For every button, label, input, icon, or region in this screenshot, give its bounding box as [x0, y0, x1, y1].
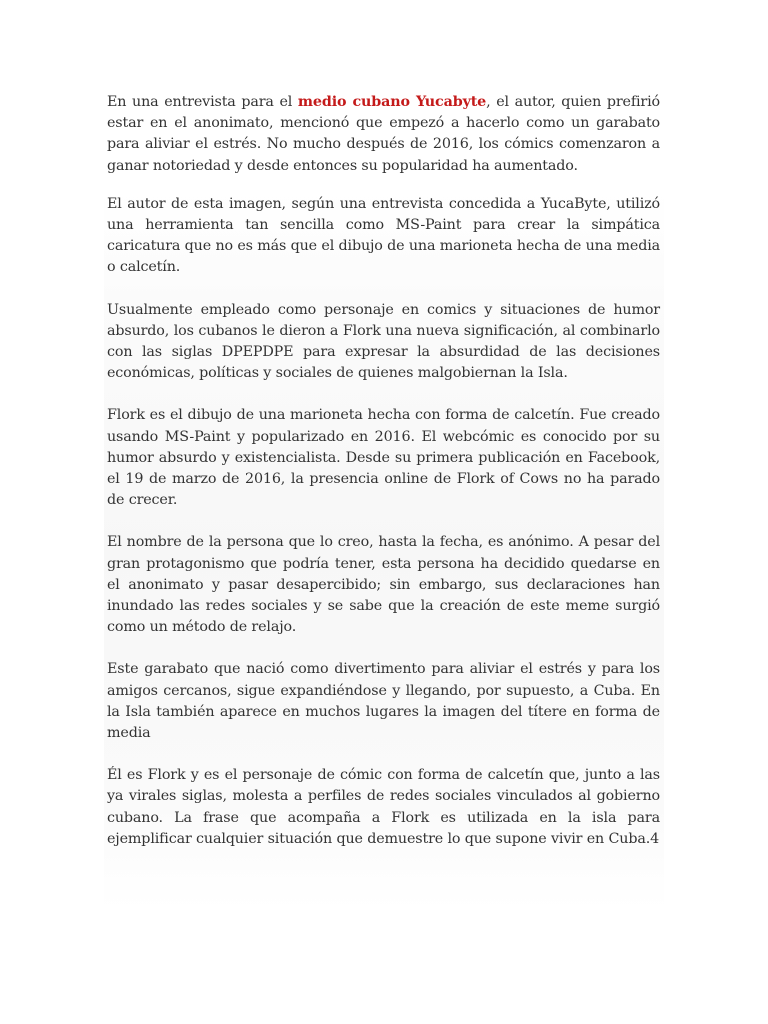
paragraph-doodle-spread: Este garabato que nació como divertimento para aliviar el estrés y para los amigos cercanos, sigue expandiéndose y llegando, por supuesto, a Cuba. En la Isla también aparece en muchos lugares la imagen del títere en forma de media	[107, 661, 660, 742]
paragraph-anonymous-author: El nombre de la persona que lo creo, hasta la fecha, es anónimo. A pesar del gran protagonismo que podría tener, esta persona ha decidido quedarse en el anonimato y pasar desapercibido; sin embargo, sus declaraciones han inundado las redes sociales y se sabe que la creación de este meme surgió como un método de relajo.	[107, 534, 660, 636]
paragraph-flork-origin: Flork es el dibujo de una marioneta hecha con forma de calcetín. Fue creado usando MS-Paint y popularizado en 2016. El webcómic es conocido por su humor absurdo y existencialista. Desde su primera publicación en Facebook, el 19 de marzo de 2016, la presencia online de Flork of Cows no ha parado de crecer.	[107, 407, 660, 509]
paragraph-interview-rest: , el autor, quien prefirió estar en el anonimato, mencionó que empezó a hacerlo como un garabato para aliviar el estrés. No mucho después de 2016, los cómics comenzaron a ganar notoriedad y desde entonces su popularidad ha aumentado.	[107, 94, 660, 174]
yucabyte-link[interactable]: medio cubano Yucabyte	[297, 94, 487, 110]
paragraph-author-tool: El autor de esta imagen, según una entrevista concedida a YucaByte, utilizó una herramienta tan sencilla como MS-Paint para crear la simpática caricatura que no es más que el dibujo de una marioneta hecha de una media o calcetín.	[107, 195, 660, 276]
paragraph-flork-cuba: Él es Flork y es el personaje de cómic con forma de calcetín que, junto a las ya virales siglas, molesta a perfiles de redes sociales vinculados al gobierno cubano. La frase que acompaña a Flork es utilizada en la isla para ejemplificar cualquier situación que demuestre lo que supone vivir en Cuba.4	[107, 767, 660, 847]
paragraph-interview	[107, 92, 660, 177]
paragraph-interview-lead: En una entrevista para el	[107, 94, 298, 110]
article-body	[107, 92, 660, 850]
paragraph-usage: Usualmente empleado como personaje en comics y situaciones de humor absurdo, los cubanos le dieron a Flork una nueva significación, al combinarlo con las siglas DPEPDPE para expresar la absurdidad de las decisiones económicas, políticas y sociales de quienes malgobiernan la Isla.	[107, 301, 660, 382]
